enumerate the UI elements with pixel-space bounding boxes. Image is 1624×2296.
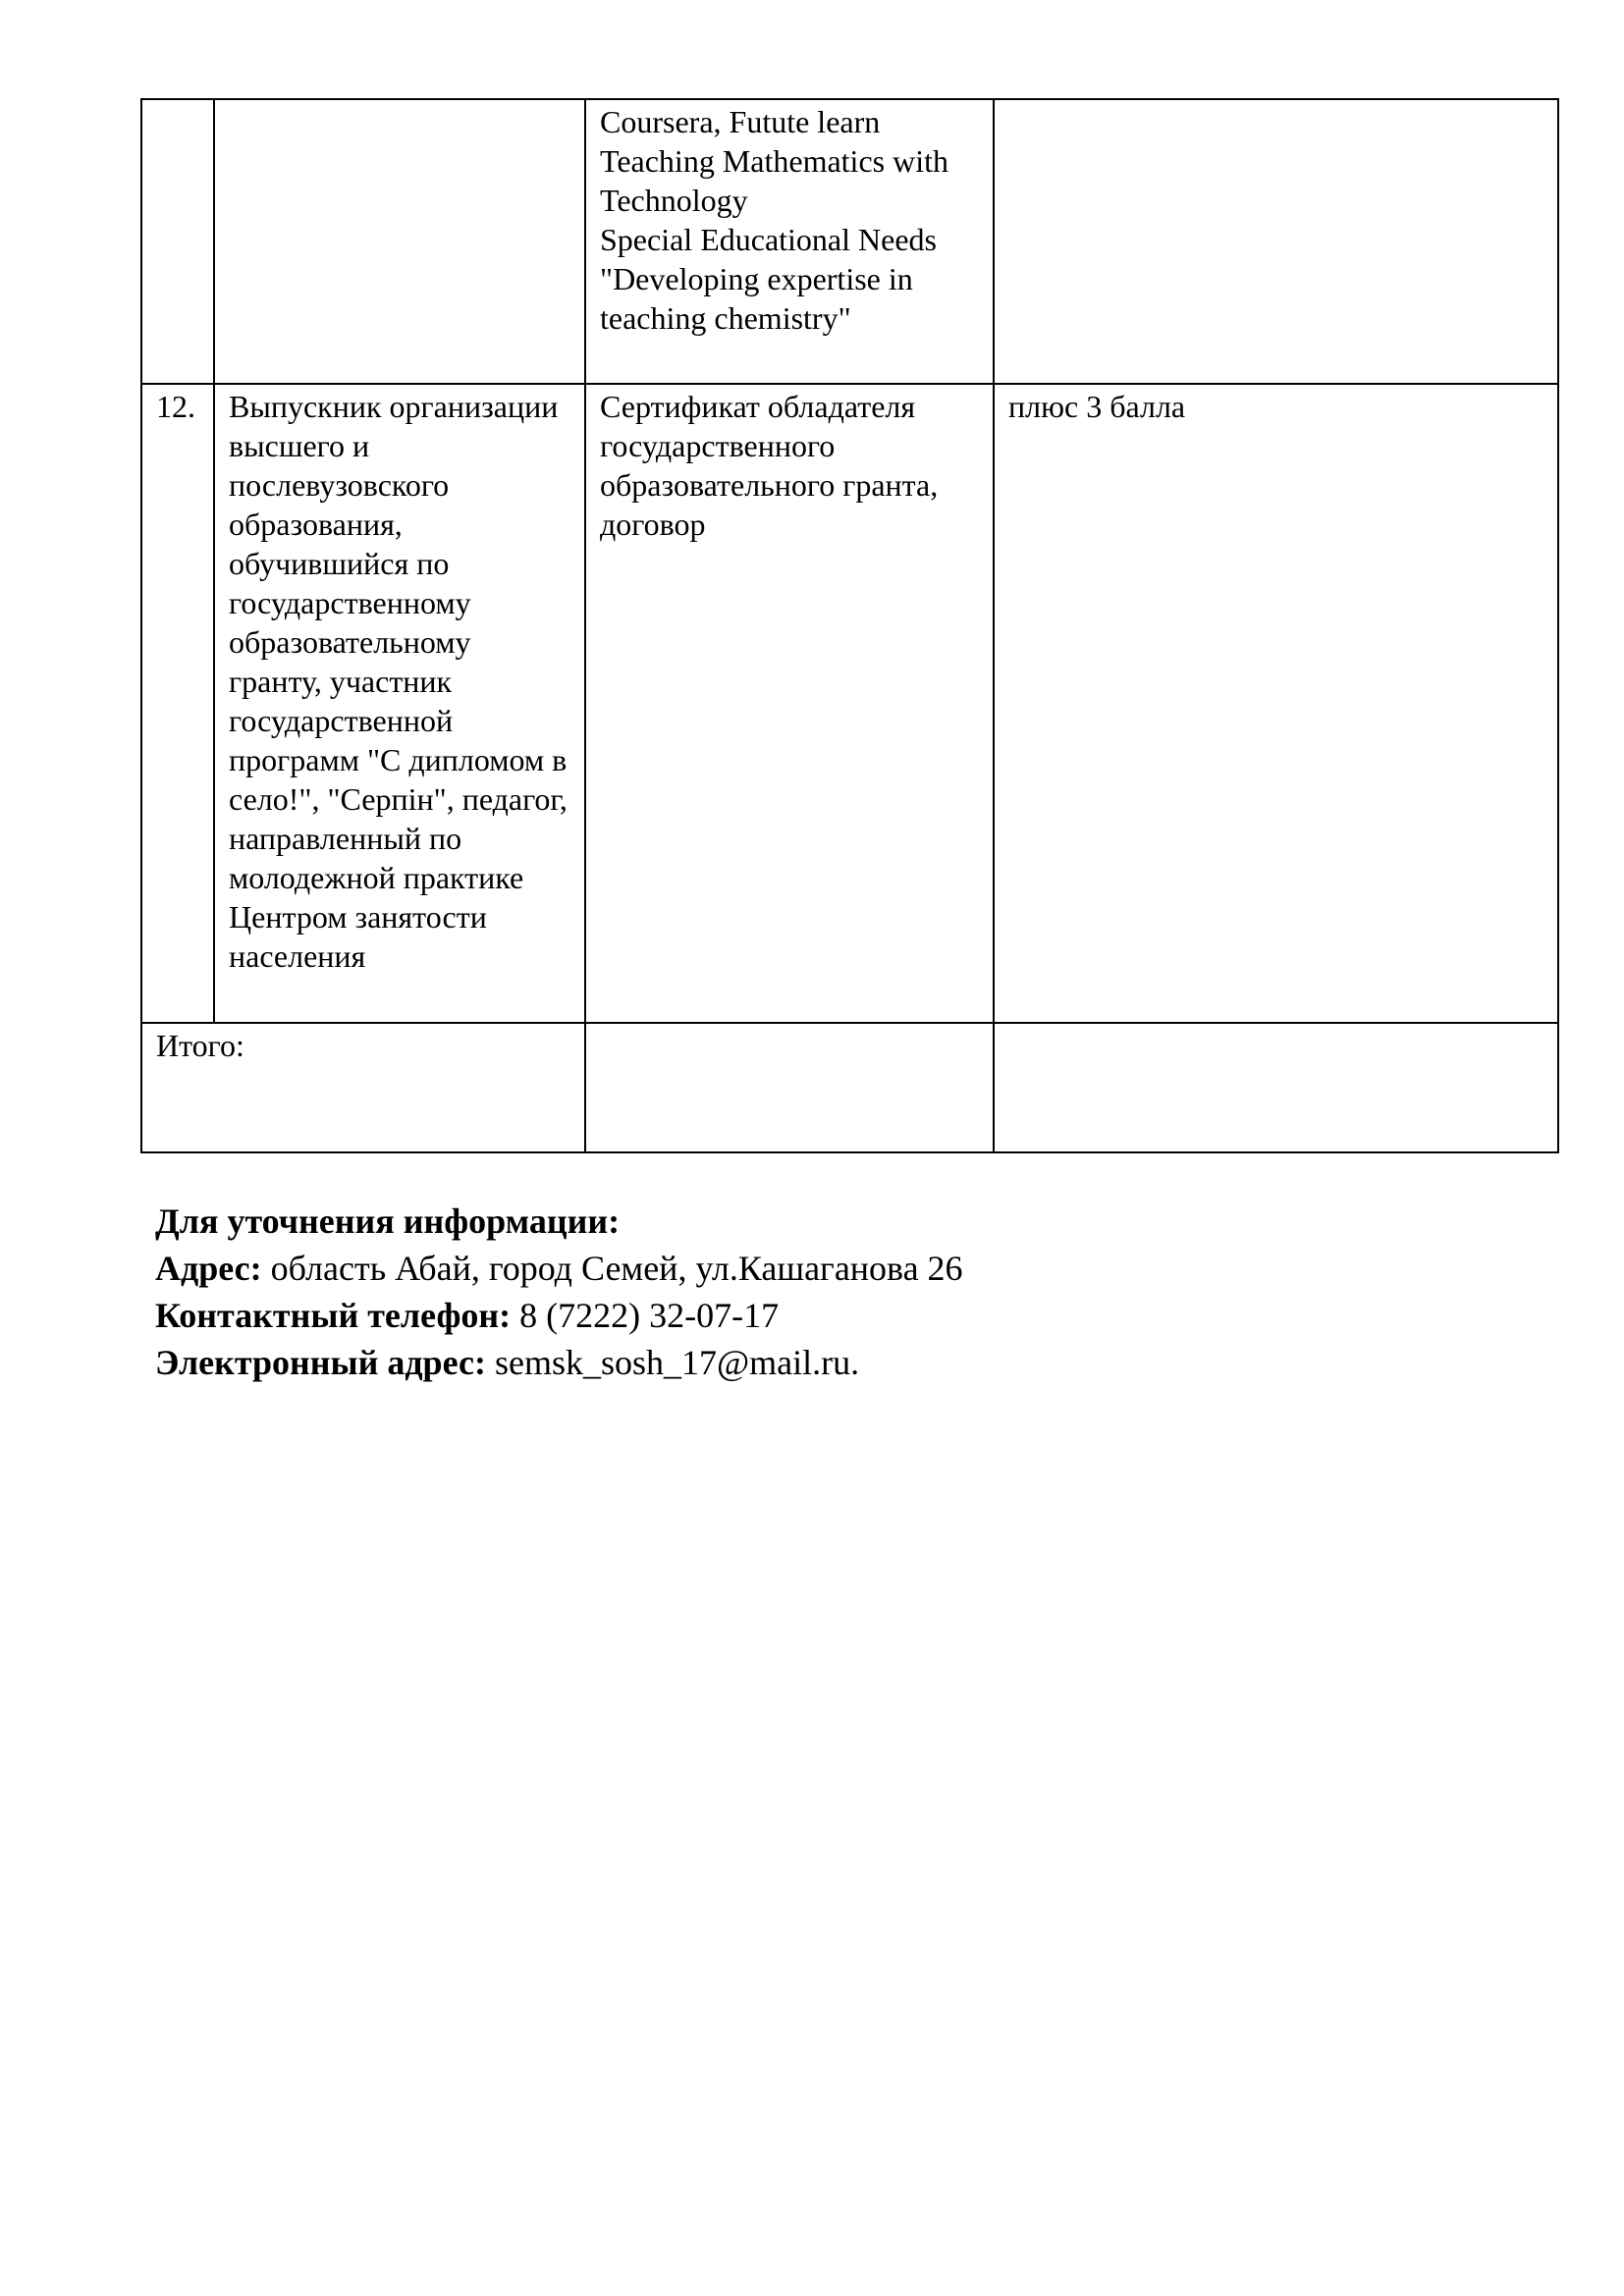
row-number-cell (141, 99, 214, 384)
total-documents-cell (585, 1023, 994, 1152)
row-number-cell: 12. (141, 384, 214, 1023)
phone-value: 8 (7222) 32-07-17 (519, 1296, 780, 1335)
contact-phone (155, 1292, 1530, 1339)
criterion-cell: Выпускник организации высшего и послевузовского образования, обучившийся по государственному образовательному гранту, участник государственной программ "С дипломом в село!", "Серпін", педагог, направленный по молодежной практике Центром занятости населения (214, 384, 585, 1023)
documents-cell: Coursera, Futute learn Teaching Mathematics with Technology Special Educational Needs "Developing expertise in teaching chemistry" (585, 99, 994, 384)
criterion-cell (214, 99, 585, 384)
documents-cell: Сертификат обладателя государственного образовательного гранта, договор (585, 384, 994, 1023)
table-row (141, 99, 1558, 384)
table-row (141, 384, 1558, 1023)
email-label: Электронный адрес: (155, 1343, 486, 1382)
total-label: Итого: (141, 1023, 585, 1152)
points-cell (994, 99, 1558, 384)
phone-label: Контактный телефон: (155, 1296, 512, 1335)
total-row (141, 1023, 1558, 1152)
contact-address (155, 1245, 1530, 1292)
email-value[interactable]: semsk_sosh_17@mail.ru. (494, 1343, 860, 1382)
criteria-table (140, 98, 1559, 1153)
points-cell: плюс 3 балла (994, 384, 1558, 1023)
address-label: Адрес: (155, 1249, 262, 1288)
contact-email (155, 1339, 1530, 1386)
contact-heading: Для уточнения информации: (155, 1201, 621, 1241)
contact-block (155, 1198, 1530, 1386)
address-value: область Абай, город Семей, ул.Кашаганова 26 (270, 1249, 963, 1288)
total-points-cell (994, 1023, 1558, 1152)
